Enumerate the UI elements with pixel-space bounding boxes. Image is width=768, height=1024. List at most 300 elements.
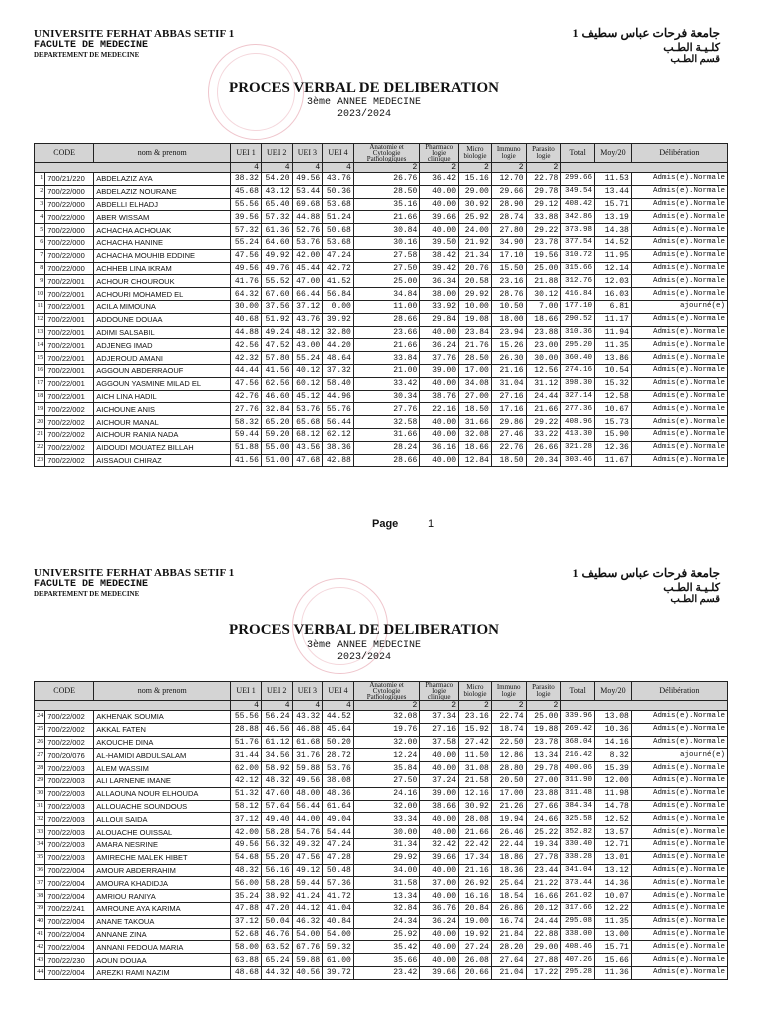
total-score: 373.44 — [561, 877, 595, 890]
student-code: 700/22/002 — [45, 711, 94, 724]
anatomie-score: 21.00 — [353, 364, 419, 377]
average-score: 13.01 — [595, 851, 632, 864]
uei3-score: 44.00 — [292, 813, 323, 826]
coef-anatomie: 2 — [353, 701, 419, 711]
table-row — [35, 173, 728, 186]
student-name: ALLAOUNA NOUR ELHOUDA — [94, 787, 231, 800]
anatomie-score: 11.00 — [353, 300, 419, 313]
pharmacologie-score: 37.00 — [420, 877, 459, 890]
uei3-score: 59.88 — [292, 762, 323, 775]
immunologie-score: 26.46 — [491, 826, 526, 839]
uei1-score: 47.56 — [231, 377, 262, 390]
table-row — [35, 390, 728, 403]
uei2-score: 65.20 — [261, 416, 292, 429]
microbiologie-score: 16.16 — [459, 890, 492, 903]
uei4-score: 49.04 — [323, 813, 354, 826]
table-row — [35, 954, 728, 967]
coef-parasitologie: 2 — [526, 701, 561, 711]
table-row — [35, 711, 728, 724]
average-score: 12.14 — [595, 262, 632, 275]
row-number: 44 — [35, 966, 45, 979]
uei4-score: 55.76 — [323, 403, 354, 416]
pharmacologie-score: 40.00 — [420, 198, 459, 211]
col-pharmacologie: Pharmaco logie clinique — [420, 682, 459, 701]
microbiologie-score: 17.00 — [459, 364, 492, 377]
immunologie-score: 27.80 — [491, 224, 526, 237]
immunologie-score: 21.16 — [491, 364, 526, 377]
uei3-score: 65.68 — [292, 416, 323, 429]
row-number: 33 — [35, 826, 45, 839]
table-header-2 — [35, 682, 728, 711]
immunologie-score: 15.26 — [491, 339, 526, 352]
microbiologie-score: 15.92 — [459, 723, 492, 736]
average-score: 13.57 — [595, 826, 632, 839]
uei3-score: 43.56 — [292, 441, 323, 454]
pharmacologie-score: 40.00 — [420, 890, 459, 903]
col-name: nom & prenom — [94, 144, 231, 163]
pharmacologie-score: 40.00 — [420, 416, 459, 429]
deliberation-result: Admis(e).Normale — [631, 224, 727, 237]
deliberation-result: Admis(e).Normale — [631, 902, 727, 915]
microbiologie-score: 23.84 — [459, 326, 492, 339]
deliberation-result: Admis(e).Normale — [631, 352, 727, 365]
average-score: 12.36 — [595, 441, 632, 454]
table-body-page-1 — [35, 173, 728, 467]
total-score: 373.98 — [561, 224, 595, 237]
pharmacologie-score: 27.16 — [420, 723, 459, 736]
row-number: 21 — [35, 428, 45, 441]
uei4-score: 57.36 — [323, 877, 354, 890]
uei1-score: 58.00 — [231, 941, 262, 954]
uei2-score: 44.32 — [261, 966, 292, 979]
anatomie-score: 35.42 — [353, 941, 419, 954]
student-code: 700/22/003 — [45, 851, 94, 864]
row-number: 27 — [35, 749, 45, 762]
table-row — [35, 928, 728, 941]
parasitologie-score: 23.88 — [526, 326, 561, 339]
table-row — [35, 902, 728, 915]
table-row — [35, 915, 728, 928]
average-score: 15.32 — [595, 377, 632, 390]
coef-microbiologie: 2 — [459, 701, 492, 711]
pharmacologie-score: 40.00 — [420, 864, 459, 877]
uei3-score: 49.56 — [292, 774, 323, 787]
uei1-score: 39.56 — [231, 211, 262, 224]
row-number: 3 — [35, 198, 45, 211]
immunologie-score: 18.36 — [491, 864, 526, 877]
uei1-score: 42.00 — [231, 826, 262, 839]
student-name: AISSAOUI CHIRAZ — [94, 454, 231, 467]
parasitologie-score: 27.78 — [526, 851, 561, 864]
immunologie-score: 21.26 — [491, 800, 526, 813]
parasitologie-score: 19.34 — [526, 838, 561, 851]
deliberation-result: Admis(e).Normale — [631, 915, 727, 928]
student-name: AKKAL FATEN — [94, 723, 231, 736]
anatomie-score: 28.50 — [353, 185, 419, 198]
immunologie-score: 21.04 — [491, 966, 526, 979]
total-score: 327.14 — [561, 390, 595, 403]
anatomie-score: 33.84 — [353, 352, 419, 365]
deliberation-result: Admis(e).Normale — [631, 787, 727, 800]
uei2-score: 43.12 — [261, 185, 292, 198]
uei2-score: 57.64 — [261, 800, 292, 813]
uei3-score: 43.00 — [292, 339, 323, 352]
anatomie-score: 21.66 — [353, 339, 419, 352]
immunologie-score: 15.50 — [491, 262, 526, 275]
coef-immunologie: 2 — [491, 701, 526, 711]
student-name: ANNANE ZINA — [94, 928, 231, 941]
uei3-score: 31.76 — [292, 749, 323, 762]
table-row — [35, 326, 728, 339]
uei4-score: 53.68 — [323, 236, 354, 249]
table-row — [35, 403, 728, 416]
uei2-score: 47.60 — [261, 787, 292, 800]
total-score: 416.84 — [561, 288, 595, 301]
parasitologie-score: 20.34 — [526, 454, 561, 467]
col-uei2: UEI 2 — [261, 144, 292, 163]
uei3-score: 40.56 — [292, 966, 323, 979]
immunologie-score: 28.80 — [491, 762, 526, 775]
student-name: AICH LINA HADIL — [94, 390, 231, 403]
average-score: 14.78 — [595, 800, 632, 813]
total-score: 413.30 — [561, 428, 595, 441]
pharmacologie-score: 39.00 — [420, 364, 459, 377]
anatomie-score: 35.66 — [353, 954, 419, 967]
average-score: 11.17 — [595, 313, 632, 326]
total-score: 408.46 — [561, 941, 595, 954]
uei1-score: 48.68 — [231, 966, 262, 979]
document-title-2: PROCES VERBAL DE DELIBERATION — [229, 622, 499, 638]
col-immunologie: Immuno logie — [491, 682, 526, 701]
uei1-score: 28.88 — [231, 723, 262, 736]
anatomie-score: 32.84 — [353, 902, 419, 915]
student-name: AL-HAMIDI ABDULSALAM — [94, 749, 231, 762]
table-row — [35, 787, 728, 800]
student-name: AMIRECHE MALEK HIBET — [94, 851, 231, 864]
row-number: 16 — [35, 364, 45, 377]
student-code: 700/22/004 — [45, 915, 94, 928]
student-name: AIDOUDI MOUATEZ BILLAH — [94, 441, 231, 454]
student-name: ABDELAZIZ AYA — [94, 173, 231, 186]
uei4-score: 41.52 — [323, 275, 354, 288]
average-score: 13.44 — [595, 185, 632, 198]
student-name: AKHENAK SOUMIA — [94, 711, 231, 724]
row-number: 2 — [35, 185, 45, 198]
table-row — [35, 864, 728, 877]
deliberation-result: Admis(e).Normale — [631, 288, 727, 301]
uei4-score: 53.68 — [323, 198, 354, 211]
student-code: 700/22/002 — [45, 736, 94, 749]
microbiologie-score: 28.50 — [459, 352, 492, 365]
total-score: 303.46 — [561, 454, 595, 467]
total-score: 408.96 — [561, 416, 595, 429]
pharmacologie-score: 37.24 — [420, 774, 459, 787]
anatomie-score: 12.24 — [353, 749, 419, 762]
uei4-score: 38.36 — [323, 441, 354, 454]
row-number: 18 — [35, 390, 45, 403]
row-number: 36 — [35, 864, 45, 877]
table-row — [35, 416, 728, 429]
parasitologie-score: 21.88 — [526, 275, 561, 288]
student-code: 700/22/000 — [45, 198, 94, 211]
faculty-name-ar-2: كلـيـة الطـب — [663, 582, 720, 594]
coef-microbiologie: 2 — [459, 163, 492, 173]
uei1-score: 62.00 — [231, 762, 262, 775]
student-code: 700/22/004 — [45, 864, 94, 877]
uei1-score: 35.24 — [231, 890, 262, 903]
uei3-score: 66.44 — [292, 288, 323, 301]
immunologie-score: 22.76 — [491, 441, 526, 454]
immunologie-score: 18.50 — [491, 454, 526, 467]
row-number: 14 — [35, 339, 45, 352]
average-score: 10.36 — [595, 723, 632, 736]
student-name: AMRIOU RANIYA — [94, 890, 231, 903]
coef-spacer — [35, 701, 231, 711]
student-code: 700/22/001 — [45, 364, 94, 377]
pharmacologie-score: 40.00 — [420, 826, 459, 839]
uei4-score: 28.72 — [323, 749, 354, 762]
pharmacologie-score: 39.42 — [420, 262, 459, 275]
microbiologie-score: 28.08 — [459, 813, 492, 826]
row-number: 6 — [35, 236, 45, 249]
immunologie-score: 26.86 — [491, 902, 526, 915]
col-uei3: UEI 3 — [292, 144, 323, 163]
anatomie-score: 19.76 — [353, 723, 419, 736]
anatomie-score: 30.00 — [353, 826, 419, 839]
coef-uei2: 4 — [261, 701, 292, 711]
average-score: 11.98 — [595, 787, 632, 800]
uei2-score: 63.52 — [261, 941, 292, 954]
student-name: AMROUNE AYA KARIMA — [94, 902, 231, 915]
uei4-score: 61.64 — [323, 800, 354, 813]
uei3-score: 56.44 — [292, 800, 323, 813]
table-row — [35, 236, 728, 249]
uei3-score: 59.44 — [292, 877, 323, 890]
immunologie-score: 31.04 — [491, 377, 526, 390]
row-number: 10 — [35, 288, 45, 301]
total-score: 317.66 — [561, 902, 595, 915]
parasitologie-score: 17.22 — [526, 966, 561, 979]
average-score: 11.35 — [595, 915, 632, 928]
student-name: AMOURA KHADIDJA — [94, 877, 231, 890]
microbiologie-score: 10.00 — [459, 300, 492, 313]
uei4-score: 61.00 — [323, 954, 354, 967]
row-number: 24 — [35, 711, 45, 724]
coef-parasitologie: 2 — [526, 163, 561, 173]
deliberation-result: Admis(e).Normale — [631, 826, 727, 839]
pharmacologie-score: 38.42 — [420, 249, 459, 262]
total-score: 295.20 — [561, 339, 595, 352]
uei4-score: 48.64 — [323, 352, 354, 365]
coef-uei4: 4 — [323, 163, 354, 173]
uei4-score: 45.64 — [323, 723, 354, 736]
pharmacologie-score: 38.66 — [420, 800, 459, 813]
total-score: 312.76 — [561, 275, 595, 288]
average-score: 12.52 — [595, 813, 632, 826]
student-name: ACHOURI MOHAMED EL — [94, 288, 231, 301]
uei2-score: 51.00 — [261, 454, 292, 467]
microbiologie-score: 12.84 — [459, 454, 492, 467]
uei3-score: 53.44 — [292, 185, 323, 198]
student-name: ABER WISSAM — [94, 211, 231, 224]
total-score: 349.54 — [561, 185, 595, 198]
student-name: AGGOUN YASMINE MILAD EL — [94, 377, 231, 390]
microbiologie-score: 18.66 — [459, 441, 492, 454]
student-code: 700/22/001 — [45, 300, 94, 313]
col-name: nom & prenom — [94, 682, 231, 701]
parasitologie-score: 24.44 — [526, 915, 561, 928]
col-uei1: UEI 1 — [231, 144, 262, 163]
total-score: 407.26 — [561, 954, 595, 967]
immunologie-score: 26.30 — [491, 352, 526, 365]
uei2-score: 47.20 — [261, 902, 292, 915]
col-uei4: UEI 4 — [323, 682, 354, 701]
uei2-score: 64.60 — [261, 236, 292, 249]
parasitologie-score: 20.12 — [526, 902, 561, 915]
average-score: 14.16 — [595, 736, 632, 749]
student-name: ACHOUR CHOUROUK — [94, 275, 231, 288]
parasitologie-score: 23.78 — [526, 736, 561, 749]
faculty-name: FACULTE DE MEDECINE — [34, 40, 149, 51]
immunologie-score: 23.94 — [491, 326, 526, 339]
uei2-score: 46.60 — [261, 390, 292, 403]
total-score: 295.28 — [561, 966, 595, 979]
deliberation-result: Admis(e).Normale — [631, 364, 727, 377]
uei4-score: 54.44 — [323, 826, 354, 839]
table-row — [35, 851, 728, 864]
microbiologie-score: 27.42 — [459, 736, 492, 749]
uei3-score: 47.68 — [292, 454, 323, 467]
pharmacologie-score: 40.00 — [420, 762, 459, 775]
year-level: 3ème ANNEE MEDECINE — [306, 97, 422, 108]
student-code: 700/22/004 — [45, 877, 94, 890]
anatomie-score: 33.42 — [353, 377, 419, 390]
immunologie-score: 28.90 — [491, 198, 526, 211]
uei3-score: 40.12 — [292, 364, 323, 377]
immunologie-score: 16.74 — [491, 915, 526, 928]
immunologie-score: 21.84 — [491, 928, 526, 941]
microbiologie-score: 29.00 — [459, 185, 492, 198]
average-score: 15.71 — [595, 941, 632, 954]
total-score: 311.90 — [561, 774, 595, 787]
uei2-score: 37.56 — [261, 300, 292, 313]
uei2-score: 67.60 — [261, 288, 292, 301]
total-score: 261.02 — [561, 890, 595, 903]
parasitologie-score: 18.66 — [526, 313, 561, 326]
header-right-arabic-2 — [573, 566, 720, 605]
uei1-score: 51.32 — [231, 787, 262, 800]
microbiologie-score: 27.24 — [459, 941, 492, 954]
uei1-score: 54.68 — [231, 851, 262, 864]
uei2-score: 55.00 — [261, 441, 292, 454]
immunologie-score: 20.50 — [491, 774, 526, 787]
uei2-score: 50.04 — [261, 915, 292, 928]
uei3-score: 59.88 — [292, 954, 323, 967]
total-score: 274.16 — [561, 364, 595, 377]
microbiologie-score: 21.92 — [459, 236, 492, 249]
parasitologie-score: 19.56 — [526, 249, 561, 262]
deliberation-result: Admis(e).Normale — [631, 838, 727, 851]
uei3-score: 53.76 — [292, 403, 323, 416]
microbiologie-score: 19.92 — [459, 928, 492, 941]
table-row — [35, 826, 728, 839]
deliberation-result: Admis(e).Normale — [631, 454, 727, 467]
col-code: CODE — [35, 682, 94, 701]
student-code: 700/22/001 — [45, 275, 94, 288]
anatomie-score: 35.16 — [353, 198, 419, 211]
total-score: 315.66 — [561, 262, 595, 275]
uei2-score: 58.28 — [261, 877, 292, 890]
anatomie-score: 27.50 — [353, 262, 419, 275]
parasitologie-score: 23.88 — [526, 787, 561, 800]
microbiologie-score: 20.66 — [459, 966, 492, 979]
student-name: ACHACHA HANINE — [94, 236, 231, 249]
student-name: ADIMI SALSABIL — [94, 326, 231, 339]
col-parasitologie: Parasito logie — [526, 682, 561, 701]
average-score: 15.73 — [595, 416, 632, 429]
pharmacologie-score: 40.00 — [420, 326, 459, 339]
uei3-score: 48.12 — [292, 326, 323, 339]
uei1-score: 58.32 — [231, 416, 262, 429]
col-uei4: UEI 4 — [323, 144, 354, 163]
deliberation-result: Admis(e).Normale — [631, 428, 727, 441]
deliberation-result: Admis(e).Normale — [631, 236, 727, 249]
deliberation-result: Admis(e).Normale — [631, 800, 727, 813]
uei4-score: 0.00 — [323, 300, 354, 313]
parasitologie-score: 27.00 — [526, 774, 561, 787]
deliberation-result: Admis(e).Normale — [631, 723, 727, 736]
total-score: 295.08 — [561, 915, 595, 928]
university-name-ar-2: جامعة فرحات عباس سطيف 1 — [572, 566, 720, 580]
immunologie-score: 17.10 — [491, 249, 526, 262]
total-score: 277.36 — [561, 403, 595, 416]
col-moy: Moy/20 — [595, 682, 632, 701]
pharmacologie-score: 37.58 — [420, 736, 459, 749]
microbiologie-score: 12.16 — [459, 787, 492, 800]
pharmacologie-score: 39.66 — [420, 966, 459, 979]
document-title: PROCES VERBAL DE DELIBERATION — [229, 80, 499, 96]
coef-uei3: 4 — [292, 701, 323, 711]
uei2-score: 56.16 — [261, 864, 292, 877]
average-score: 15.90 — [595, 428, 632, 441]
uei3-score: 49.12 — [292, 864, 323, 877]
pharmacologie-score: 22.16 — [420, 403, 459, 416]
uei1-score: 44.88 — [231, 326, 262, 339]
average-score: 10.07 — [595, 890, 632, 903]
student-code: 700/22/002 — [45, 723, 94, 736]
student-code: 700/22/000 — [45, 224, 94, 237]
uei3-score: 54.76 — [292, 826, 323, 839]
row-number: 29 — [35, 774, 45, 787]
uei1-score: 51.88 — [231, 441, 262, 454]
anatomie-score: 23.42 — [353, 966, 419, 979]
row-number: 32 — [35, 813, 45, 826]
uei2-score: 47.52 — [261, 339, 292, 352]
deliberation-result: Admis(e).Normale — [631, 377, 727, 390]
table-row — [35, 838, 728, 851]
student-code: 700/22/000 — [45, 236, 94, 249]
parasitologie-score: 13.34 — [526, 749, 561, 762]
student-name: ACHACHA ACHOUAK — [94, 224, 231, 237]
anatomie-score: 27.76 — [353, 403, 419, 416]
uei1-score: 55.56 — [231, 711, 262, 724]
parasitologie-score: 29.22 — [526, 416, 561, 429]
parasitologie-score: 23.00 — [526, 339, 561, 352]
uei4-score: 44.96 — [323, 390, 354, 403]
department-name-ar: قسم الطـب — [670, 54, 720, 65]
student-name: AKOUCHE DINA — [94, 736, 231, 749]
col-anatomie: Anatomie et Cytologie Pathologiques — [353, 144, 419, 163]
